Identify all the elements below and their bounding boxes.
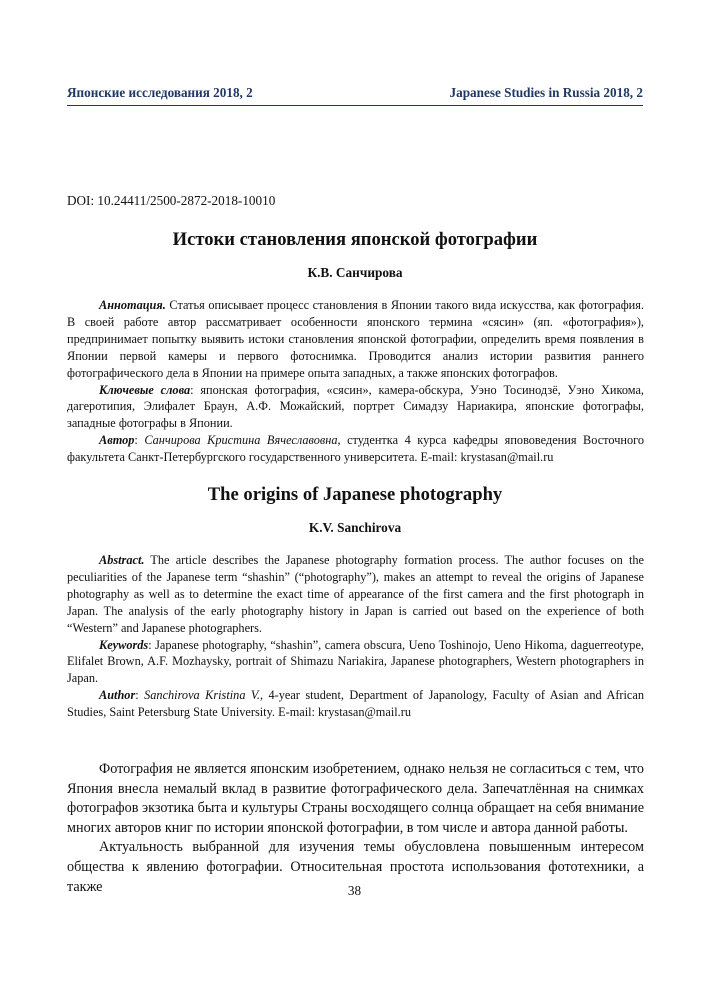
doi[interactable]: DOI: 10.24411/2500-2872-2018-10010 [67,193,276,208]
author-name-en: Sanchirova Kristina V. [144,688,260,703]
page-number: 38 [347,883,362,898]
abstract-block-ru [67,297,644,466]
keywords-en [67,637,644,688]
author-sep-en: : [135,688,145,703]
author-label-ru: Автор [99,433,135,448]
body-paragraph: Фотография не является японским изобретением, однако нельзя не согласиться с тем, что Япония внесла немалый вклад в развитие фотографического дела. Запечатлённая на снимках фотографов экзотика быта и культуры Страны восходящего солнца обращает на себя внимание многих авторов книг по истории японской фотографии, в том числе и автора данной работы. [67,761,644,836]
author-info-en [67,687,644,721]
author-ru: К.В. Санчирова [307,265,403,280]
header-right: Japanese Studies in Russia 2018, 2 [449,85,643,100]
running-header [67,85,643,106]
keywords-text-ru: : японская фотография, «сясин», камера-обскура, Уэно Тосинодзё, Уэно Хикома, дагеротипия, Элифалет Браун, А.Ф. Можайский, портрет Симадзу Нариакира, японские фотографы, западные фотографы в Японии. [67,382,644,431]
abstract-en [67,552,644,637]
body-paragraph: Актуальность выбранной для изучения темы обусловлена повышенным интересом общества к явлению фотографии. Относительная простота использования фототехники, а также [67,839,644,895]
keywords-label-en: Keywords [99,637,149,652]
title-en: The origins of Japanese photography [207,484,503,505]
header-left: Японские исследования 2018, 2 [67,85,253,100]
author-label-en: Author [99,688,136,703]
author-details-ru: , студентка 4 курса кафедры япововедения Восточного факультета Санкт-Петербургского государственного университета. E-mail: krystasan@mail.ru [67,433,644,465]
keywords-text-en: : Japanese photography, “shashin”, camera obscura, Ueno Toshinojo, Ueno Hikoma, daguerreotype, Elifalet Brown, A.F. Mozhaysky, portrait of Shimazu Nariakira, Japanese photographers, Western photographers in Japan. [67,637,644,686]
abstract-label-en: Abstract. [99,553,145,567]
title-ru: Истоки становления японской фотографии [172,229,538,250]
abstract-label-ru: Аннотация. [99,298,166,312]
author-info-ru [67,432,644,466]
author-name-ru: Санчирова Кристина Вячеславовна [144,433,338,448]
author-en: K.V. Sanchirova [308,520,402,535]
keywords-label-ru: Ключевые слова [99,382,191,397]
keywords-ru [67,382,644,433]
author-details-en: , 4-year student, Department of Japanology, Faculty of Asian and African Studies, Saint Petersburg State University. E-mail: krystasan@mail.ru [67,688,644,720]
abstract-text-ru: Статья описывает процесс становления в Японии такого вида искусства, как фотография. В своей работе автор рассматривает особенности японского термина «сясин» (яп. «фотография»), предпринимает попытку выявить истоки становления японской фотографии, определить время появления в Японии первой камеры и первого фотоснимка. Проводится анализ истории развития раннего фотографического дела в Японии на примере опыта западных, а также японских фотографов. [67,298,644,380]
article-body [67,760,644,897]
abstract-block-en [67,552,644,721]
author-sep-ru: : [134,433,145,448]
abstract-text-en: The article describes the Japanese photography formation process. The author focuses on the peculiarities of the Japanese term “shashin” (“photography”), makes an attempt to reveal the origins of Japanese photography as well as to determine the exact time of appearance of the first camera and the first photograph in Japan. The analysis of the early photography history in Japan is carried out based on the experience of both “Western” and Japanese photographers. [67,553,644,635]
abstract-ru [67,297,644,382]
